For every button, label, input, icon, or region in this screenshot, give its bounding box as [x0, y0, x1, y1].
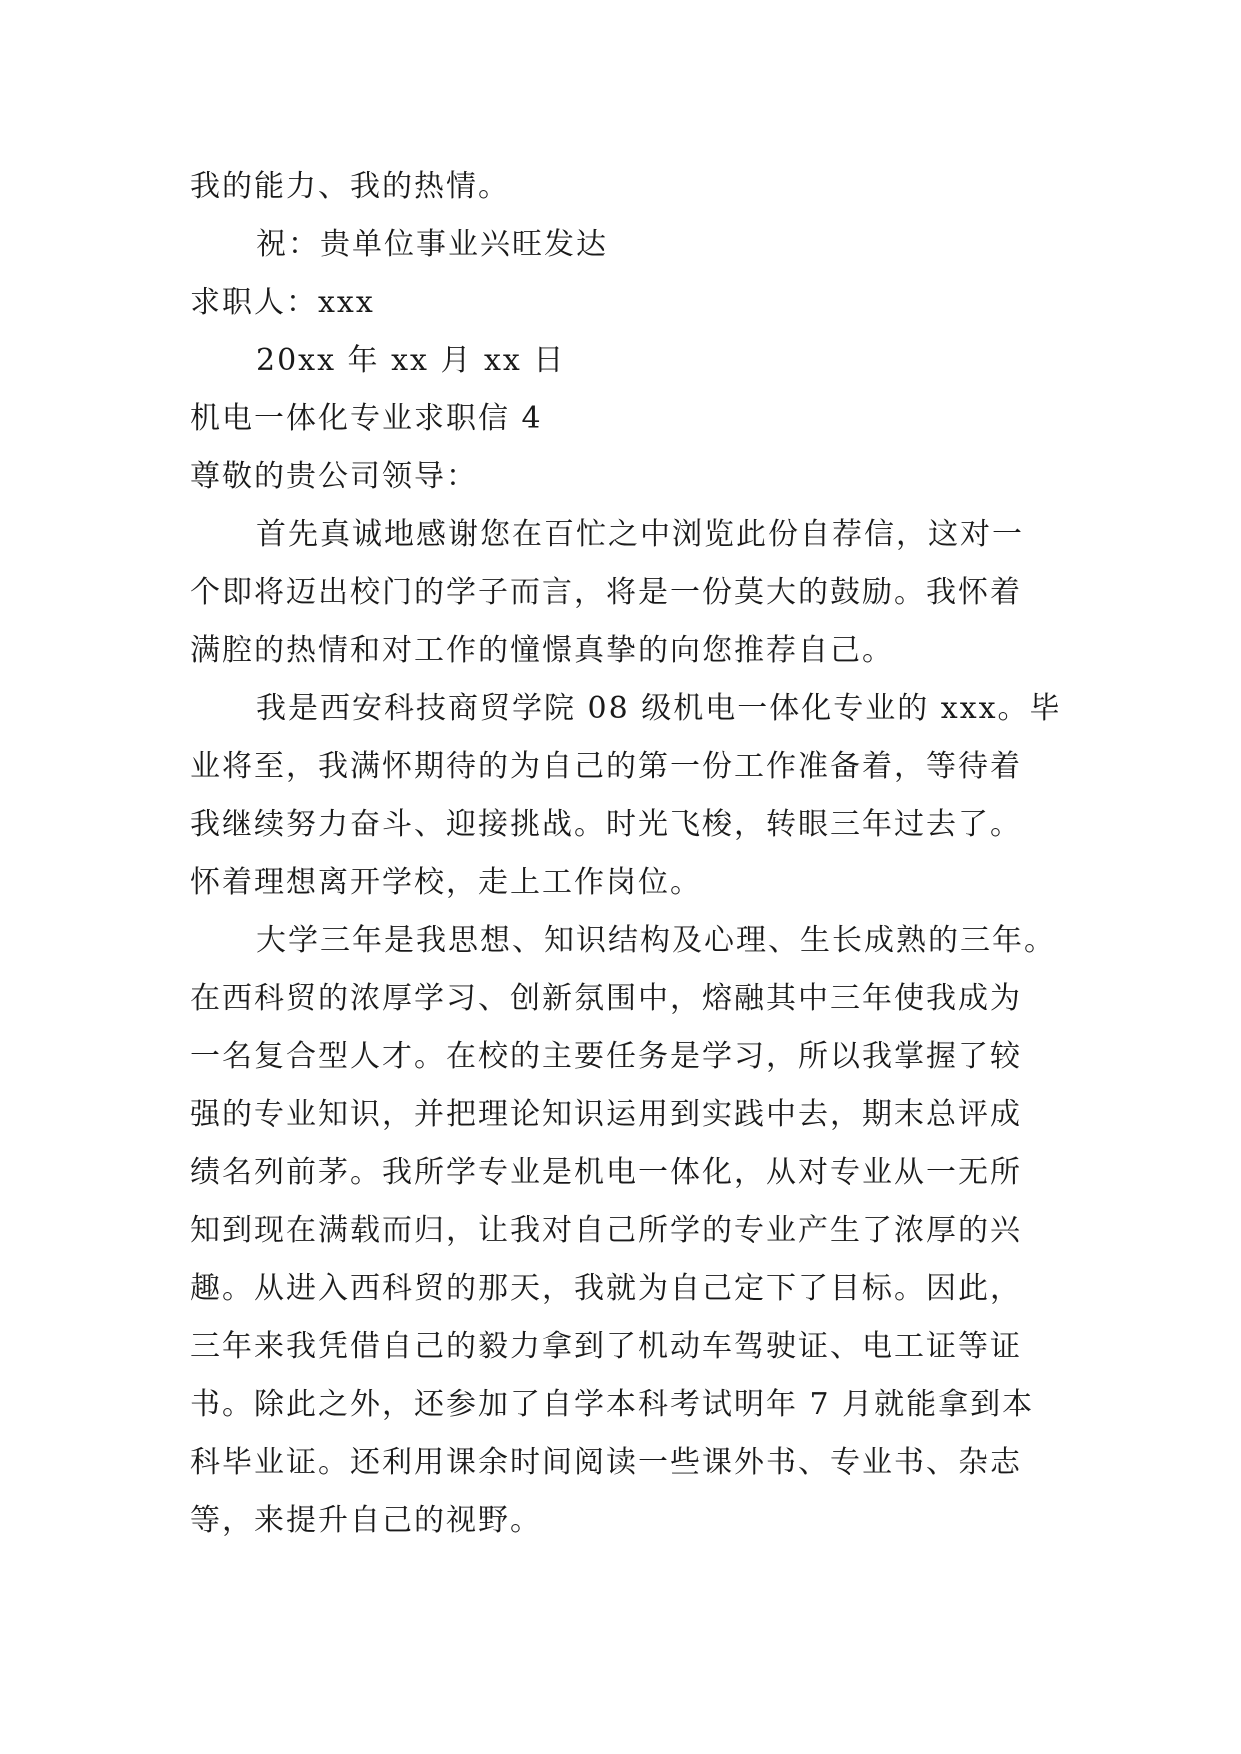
paragraph-line: 怀着理想离开学校，走上工作岗位。: [190, 865, 702, 900]
date-line: 20xx 年 xx 月 xx 日: [256, 343, 566, 378]
paragraph-2: [190, 680, 1062, 912]
paragraph-line: 我继续努力奋斗、迎接挑战。时光飞梭，转眼三年过去了。: [190, 807, 1022, 842]
closing-line: 我的能力、我的热情。: [190, 169, 510, 204]
letter-title: 机电一体化专业求职信 4: [190, 401, 543, 436]
paragraph-line: 个即将迈出校门的学子而言，将是一份莫大的鼓励。我怀着: [190, 575, 1022, 610]
paragraph-line: 业将至，我满怀期待的为自己的第一份工作准备着，等待着: [190, 749, 1022, 784]
paragraph-line: 书。除此之外，还参加了自学本科考试明年 7 月就能拿到本: [190, 1387, 1035, 1422]
paragraph-line: 一名复合型人才。在校的主要任务是学习，所以我掌握了较: [190, 1039, 1022, 1074]
letter-body: [190, 158, 1062, 1550]
blessing-line: 祝：贵单位事业兴旺发达: [256, 227, 608, 262]
signature-line: 求职人：xxx: [190, 285, 375, 320]
paragraph-3: [190, 912, 1055, 1550]
paragraph-1: [190, 506, 1055, 680]
paragraph-line: 等，来提升自己的视野。: [190, 1503, 542, 1538]
paragraph-line: 我是西安科技商贸学院 08 级机电一体化专业的 xxx。毕: [256, 691, 1062, 726]
paragraph-line: 三年来我凭借自己的毅力拿到了机动车驾驶证、电工证等证: [190, 1329, 1022, 1364]
paragraph-line: 科毕业证。还利用课余时间阅读一些课外书、专业书、杂志: [190, 1445, 1022, 1480]
paragraph-line: 满腔的热情和对工作的憧憬真挚的向您推荐自己。: [190, 633, 894, 668]
paragraph-line: 大学三年是我思想、知识结构及心理、生长成熟的三年。: [256, 923, 1056, 958]
paragraph-line: 首先真诚地感谢您在百忙之中浏览此份自荐信，这对一: [256, 517, 1024, 552]
salutation: 尊敬的贵公司领导：: [190, 459, 478, 494]
paragraph-line: 绩名列前茅。我所学专业是机电一体化，从对专业从一无所: [190, 1155, 1022, 1190]
paragraph-line: 在西科贸的浓厚学习、创新氛围中，熔融其中三年使我成为: [190, 981, 1022, 1016]
paragraph-line: 强的专业知识，并把理论知识运用到实践中去，期末总评成: [190, 1097, 1022, 1132]
paragraph-line: 趣。从进入西科贸的那天，我就为自己定下了目标。因此，: [190, 1271, 1022, 1306]
paragraph-line: 知到现在满载而归，让我对自己所学的专业产生了浓厚的兴: [190, 1213, 1022, 1248]
